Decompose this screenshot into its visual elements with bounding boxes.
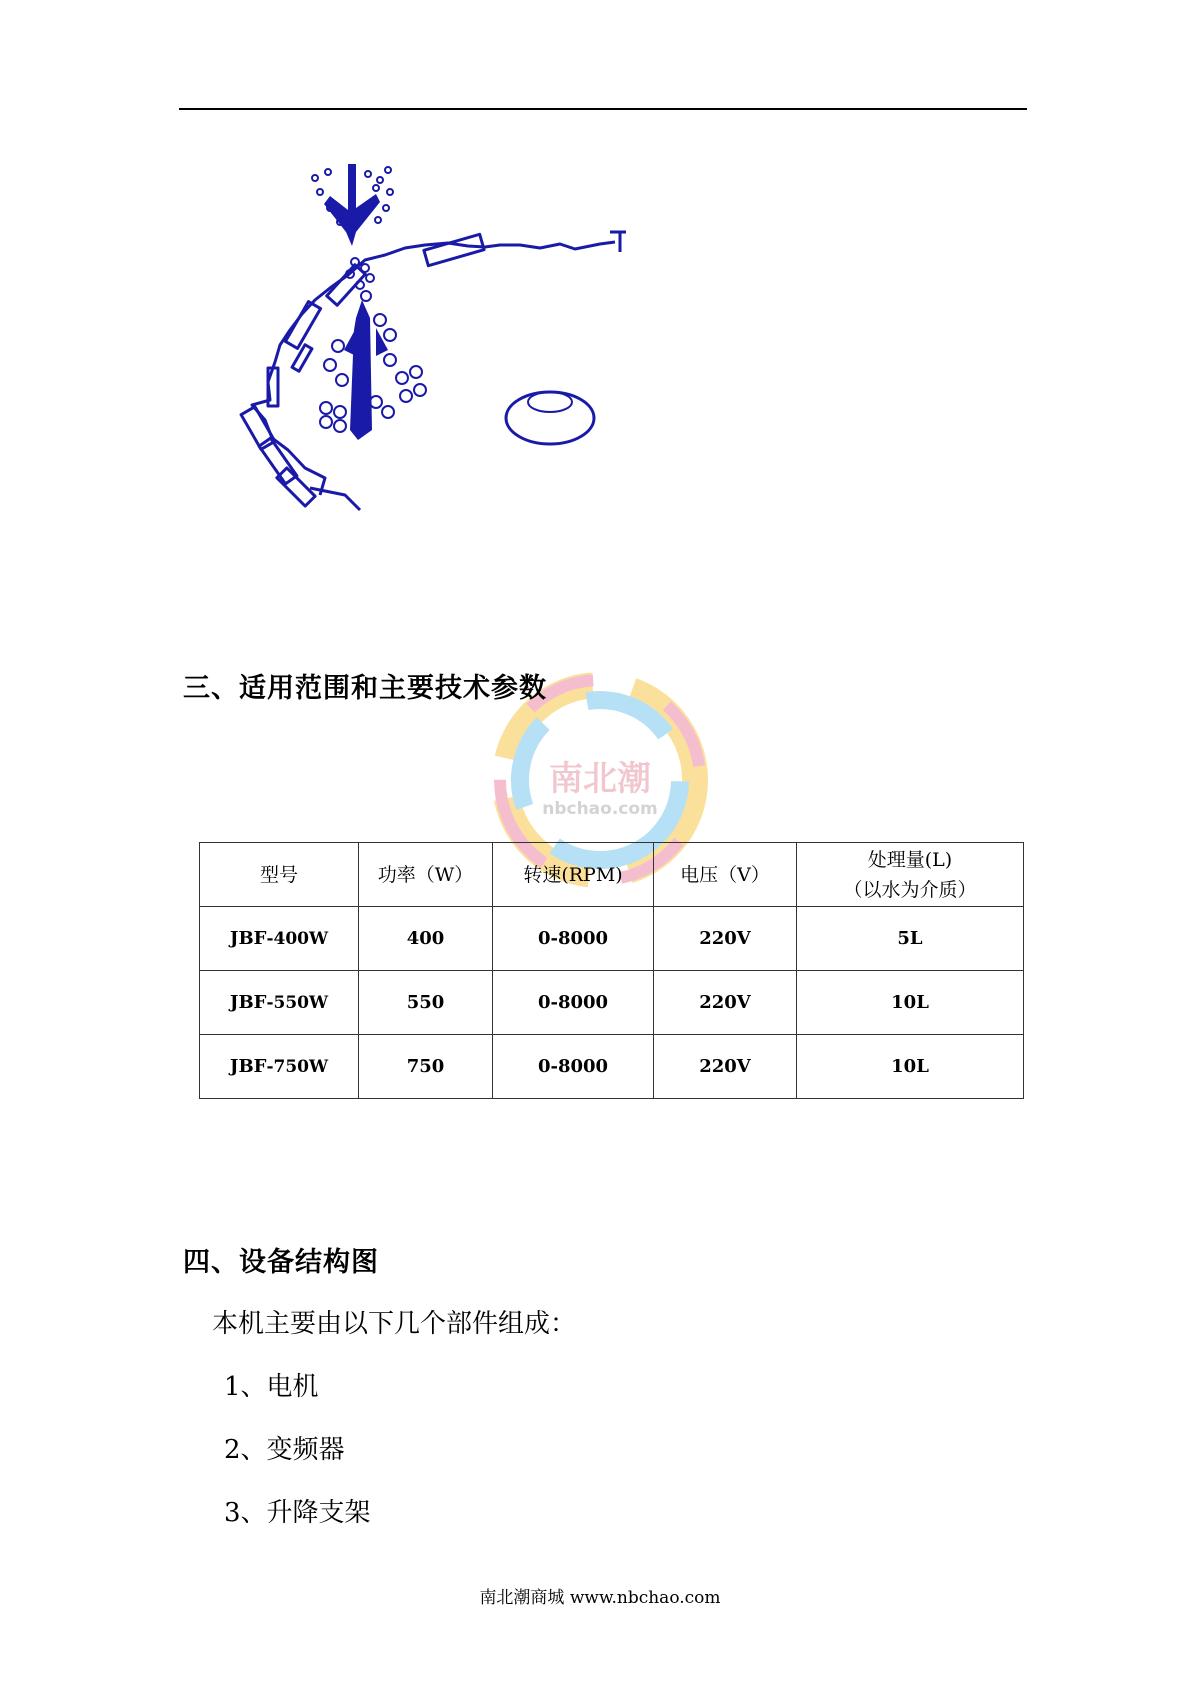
model-suffix: -750W [266, 1057, 329, 1077]
cell-voltage: 220V [654, 971, 797, 1035]
table-row [200, 1035, 1024, 1099]
cell-speed: 0-8000 [493, 1035, 654, 1099]
table-row [200, 971, 1024, 1035]
header-capacity-line1: 处理量(L) [867, 848, 953, 871]
model-suffix: -400W [266, 929, 329, 949]
cell-voltage: 220V [654, 907, 797, 971]
cell-voltage: 220V [654, 1035, 797, 1099]
header-power: 功率（W） [359, 843, 493, 907]
model-prefix: JBF [229, 1056, 267, 1077]
watermark-domain: nbchao.com [542, 799, 658, 819]
header-model: 型号 [200, 843, 359, 907]
model-prefix: JBF [229, 928, 267, 949]
cell-speed: 0-8000 [493, 907, 654, 971]
watermark-name: 南北潮 [549, 759, 651, 799]
cell-power: 400 [359, 907, 493, 971]
header-rule [179, 108, 1027, 110]
header-voltage: 电压（V） [654, 843, 797, 907]
cell-power: 750 [359, 1035, 493, 1099]
components-intro: 本机主要由以下几个部件组成： [212, 1309, 577, 1339]
cell-power: 550 [359, 971, 493, 1035]
header-capacity-line2: （以水为介质） [843, 878, 977, 901]
component-item: 1、电机 [224, 1372, 319, 1402]
component-item: 2、变频器 [224, 1435, 345, 1465]
rotor-stator-diagram [180, 150, 700, 580]
component-item: 3、升降支架 [224, 1498, 371, 1528]
cell-model [200, 971, 359, 1035]
cell-capacity: 10L [797, 1035, 1024, 1099]
cell-speed: 0-8000 [493, 971, 654, 1035]
cell-model [200, 1035, 359, 1099]
spec-table [199, 842, 1024, 1099]
page-footer: 南北潮商城 www.nbchao.com [479, 1588, 721, 1608]
table-row [200, 907, 1024, 971]
cell-capacity: 5L [797, 907, 1024, 971]
header-speed: 转速(RPM) [493, 843, 654, 907]
cell-model [200, 907, 359, 971]
table-header-row [200, 843, 1024, 907]
header-capacity [797, 843, 1024, 907]
model-prefix: JBF [229, 992, 267, 1013]
cell-capacity: 10L [797, 971, 1024, 1035]
section-4-heading: 四、设备结构图 [183, 1247, 379, 1278]
section-3-heading: 三、适用范围和主要技术参数 [183, 673, 547, 704]
model-suffix: -550W [266, 993, 329, 1013]
